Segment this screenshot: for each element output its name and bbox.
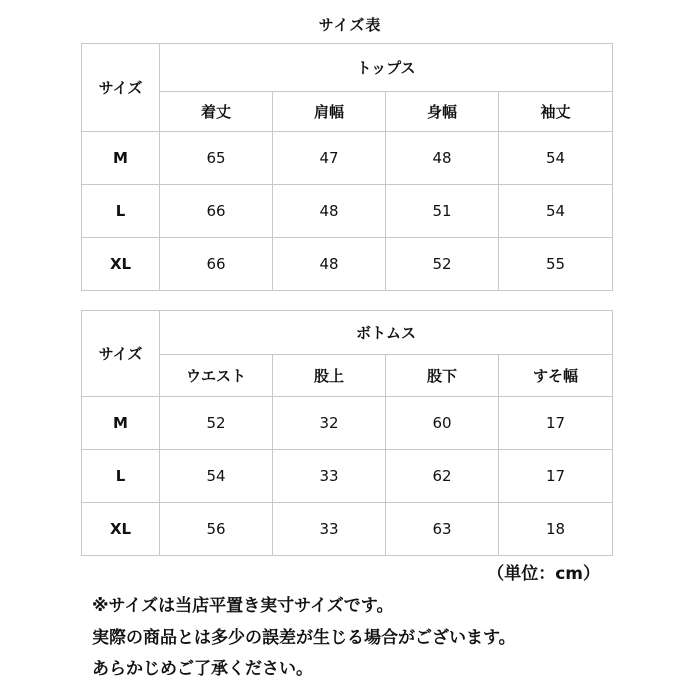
table-cell: 17 — [499, 397, 613, 450]
table-row — [82, 185, 613, 238]
unit-label: （単位：cm） — [487, 564, 600, 584]
table-row — [82, 397, 613, 450]
table-row — [82, 132, 613, 185]
table-cell: 48 — [386, 132, 499, 185]
column-header: 袖丈 — [499, 92, 613, 132]
size-header: サイズ — [82, 44, 160, 132]
tops-size-table — [81, 43, 613, 291]
table-cell: 52 — [160, 397, 273, 450]
note-line: ※サイズは当店平置き実寸サイズです。 — [92, 596, 394, 616]
table-cell: 62 — [386, 450, 499, 503]
column-header: 身幅 — [386, 92, 499, 132]
table-cell: 51 — [386, 185, 499, 238]
table-cell: 18 — [499, 503, 613, 556]
note-line: 実際の商品とは多少の誤差が生じる場合がございます。 — [92, 627, 516, 648]
table-cell: 54 — [499, 185, 613, 238]
table-cell: 33 — [273, 450, 386, 503]
table-cell: 66 — [160, 185, 273, 238]
bottoms-size-table — [81, 310, 613, 556]
table-row — [82, 450, 613, 503]
table-cell: 33 — [273, 503, 386, 556]
size-label: M — [82, 132, 160, 185]
table-cell: 17 — [499, 450, 613, 503]
table-cell: 60 — [386, 397, 499, 450]
table-cell: 47 — [273, 132, 386, 185]
size-label: L — [82, 185, 160, 238]
page-title: サイズ表 — [318, 16, 382, 34]
column-header: 肩幅 — [273, 92, 386, 132]
column-header: 股上 — [273, 355, 386, 397]
size-label: L — [82, 450, 160, 503]
column-header: 着丈 — [160, 92, 273, 132]
table-cell: 48 — [273, 185, 386, 238]
note-line: あらかじめご了承ください。 — [92, 659, 313, 679]
table-row — [82, 503, 613, 556]
column-header: 股下 — [386, 355, 499, 397]
size-label: M — [82, 397, 160, 450]
table-cell: 63 — [386, 503, 499, 556]
table-cell: 56 — [160, 503, 273, 556]
size-label: XL — [82, 238, 160, 291]
table-cell: 54 — [160, 450, 273, 503]
table-cell: 32 — [273, 397, 386, 450]
table-cell: 66 — [160, 238, 273, 291]
table-cell: 55 — [499, 238, 613, 291]
size-label: XL — [82, 503, 160, 556]
table-cell: 48 — [273, 238, 386, 291]
group-header: ボトムス — [160, 311, 613, 355]
table-cell: 54 — [499, 132, 613, 185]
size-header: サイズ — [82, 311, 160, 397]
column-header: ウエスト — [160, 355, 273, 397]
table-cell: 52 — [386, 238, 499, 291]
table-cell: 65 — [160, 132, 273, 185]
notes — [92, 591, 516, 686]
column-header: すそ幅 — [499, 355, 613, 397]
table-row — [82, 238, 613, 291]
group-header: トップス — [160, 44, 613, 92]
